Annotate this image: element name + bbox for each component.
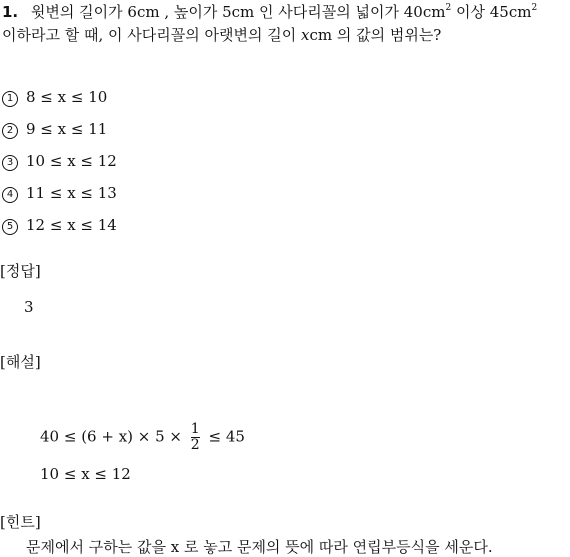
fraction	[191, 422, 200, 453]
question-text-part: 이상 45cm	[451, 3, 532, 21]
question-number: 1.	[2, 3, 19, 21]
choice-text: 12 ≤ x ≤ 14	[26, 216, 117, 234]
choice-text: 8 ≤ x ≤ 10	[26, 88, 108, 106]
choice-4[interactable]	[2, 183, 117, 203]
choice-number-badge: 5	[2, 219, 18, 235]
choice-number-badge: 3	[2, 155, 18, 171]
choice-number-badge: 1	[2, 91, 18, 107]
choice-number-badge: 4	[2, 187, 18, 203]
solution-equation-1	[40, 422, 245, 453]
question-text-part: 윗변의 길이가 6cm , 높이가 5cm 인 사다리꼴의 넓이가 40cm	[30, 3, 446, 21]
answer-value: 3	[24, 298, 34, 316]
choice-3[interactable]	[2, 151, 117, 171]
superscript: 2	[445, 3, 452, 13]
fraction-denominator: 2	[190, 437, 200, 453]
hint-label: [힌트]	[0, 513, 41, 531]
solution-equation-2: 10 ≤ x ≤ 12	[40, 465, 131, 483]
equation-right: ≤ 45	[208, 427, 245, 446]
fraction-numerator: 1	[190, 421, 200, 437]
hint-text: 문제에서 구하는 값을 x 로 놓고 문제의 뜻에 따라 연립부등식을 세운다.	[26, 538, 493, 556]
choice-text: 9 ≤ x ≤ 11	[26, 120, 108, 138]
superscript: 2	[531, 3, 538, 13]
answer-label: [정답]	[0, 262, 41, 280]
question-line-2	[2, 24, 441, 46]
question-text-part: 이하라고 할 때, 이 사다리꼴의 아랫변의 길이	[2, 26, 301, 44]
question-text-part: cm 의 값의 범위는?	[309, 26, 442, 44]
math-variable: x	[300, 26, 310, 44]
solution-label: [해설]	[0, 353, 41, 371]
choice-1[interactable]	[2, 87, 107, 107]
question-line-1	[2, 1, 537, 23]
equation-left: 40 ≤ (6 + x) × 5 ×	[40, 427, 182, 446]
choice-2[interactable]	[2, 119, 107, 139]
choice-text: 11 ≤ x ≤ 13	[26, 184, 117, 202]
choice-number-badge: 2	[2, 123, 18, 139]
choice-5[interactable]	[2, 215, 117, 235]
choice-text: 10 ≤ x ≤ 12	[26, 152, 117, 170]
